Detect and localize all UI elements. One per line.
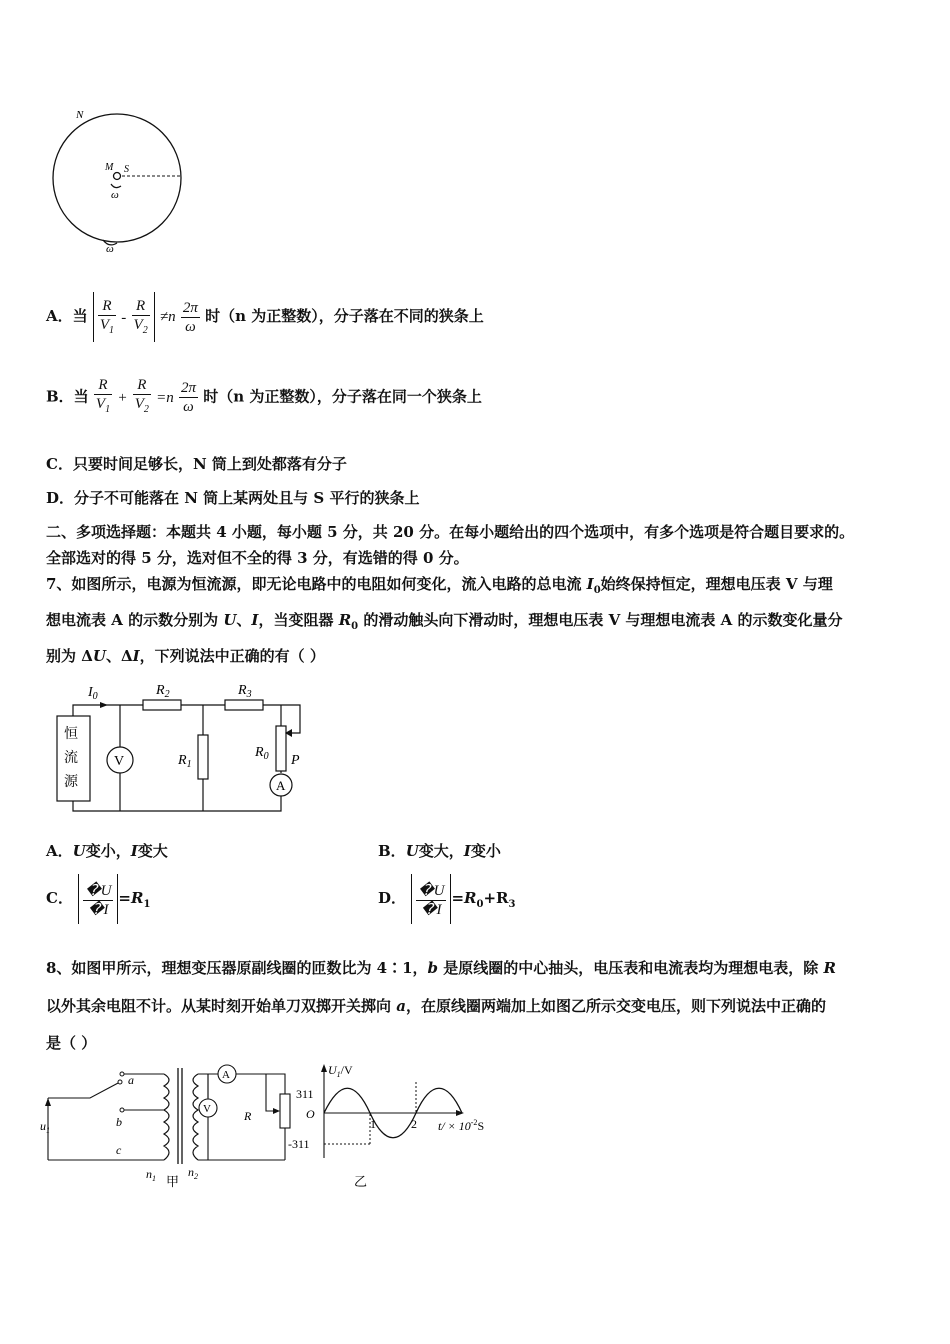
q8-line-2: 以外其余电阻不计。从某时刻开始单刀双掷开关掷向 a，在原线圈两端加上如图乙所示交变电压，则下列说法中正确的 <box>46 997 826 1015</box>
label-m: M <box>105 162 114 173</box>
option-a: A．当 $\frac{R}{V_1}$ - $\frac{R}{V_2}$ ≠n $\frac{2\pi}{\omega}$ 时（n 为正整数），分子落在不同的狭条上 <box>46 292 484 342</box>
secondary-coil <box>193 1074 198 1160</box>
current-arrow-icon <box>100 702 108 708</box>
option-b-suffix: 时（n 为正整数），分子落在同一个狭条上 <box>203 387 482 406</box>
ammeter-label: A <box>276 778 286 793</box>
primary-coil <box>164 1074 169 1160</box>
label-omega-inner: ω <box>111 189 119 201</box>
rotation-arrow-icon <box>111 184 121 188</box>
source-label-2: 流 <box>64 751 78 766</box>
q7-line-2: 想电流表 A 的示数分别为 U、I，当变阻器 $R_0$ 的滑动触头向下滑动时，理想电压表 V 与理想电流表 A 的示数变化量分 <box>46 611 843 632</box>
option-d: D．分子不可能落在 N 筒上某两处且与 S 平行的狭条上 <box>46 489 420 507</box>
label-n2: $n_2$ <box>188 1165 198 1181</box>
resistor-r2 <box>143 700 181 710</box>
label-s: S <box>124 164 129 175</box>
cylinder-figure <box>48 100 198 260</box>
option-b-prefix: B．当 <box>46 387 89 406</box>
option-a-suffix: 时（n 为正整数），分子落在不同的狭条上 <box>205 307 484 325</box>
source-label-1: 恒 <box>64 727 78 742</box>
origin-label: O <box>306 1107 315 1121</box>
tick-label-2: 2 <box>411 1117 417 1131</box>
q8-voltage-graph <box>282 1058 512 1193</box>
label-r3: $R_3$ <box>238 683 252 700</box>
tick-label-1: 1 <box>370 1117 376 1131</box>
voltmeter-label: V <box>114 754 125 769</box>
q8-line-3: 是（ ） <box>46 1034 97 1052</box>
abs-ratio: $\frac{�U}{�I}$ <box>411 874 451 924</box>
label-c: c <box>116 1143 122 1157</box>
section-2-line-1: 二、多项选择题：本题共 4 小题，每小题 5 分，共 20 分。在每小题给出的四个选项中，有多个选项是符合题目要求的。 <box>46 523 855 541</box>
option-c: C．只要时间足够长，N 筒上到处都落有分子 <box>46 455 347 473</box>
label-p: P <box>291 753 300 768</box>
slider-arrow-icon <box>273 1108 280 1114</box>
q7-line-1: 7、如图所示，电源为恒流源，即无论电路中的电阻如何变化，流入电路的总电流 $I_0$始终保持恒定，理想电压表 V 与理 <box>46 575 833 596</box>
label-r2: $R_2$ <box>156 683 170 700</box>
label-n: N <box>76 109 84 121</box>
label-a: a <box>128 1073 134 1087</box>
axis-label-u1: $U_1/V$ <box>328 1063 353 1079</box>
q7-option-c: C． $\frac{�U}{�I}$ $=R_1$ <box>46 874 150 924</box>
q7-option-b: B．U变大，I变小 <box>378 842 501 860</box>
abs-expression: $\frac{R}{V_1}$ - $\frac{R}{V_2}$ <box>93 292 155 342</box>
label-i0: $I_0$ <box>88 685 98 702</box>
option-b: B．当 $\frac{R}{V_1}$ + $\frac{R}{V_2}$ =n $\frac{2\pi}{\omega}$ 时（n 为正整数），分子落在同一个狭条上 <box>46 377 482 415</box>
label-yi: 乙 <box>354 1174 368 1189</box>
option-a-prefix: A．当 <box>46 307 88 325</box>
source-label-3: 源 <box>64 775 78 790</box>
q8-line-1: 8、如图甲所示，理想变压器原副线圈的匝数比为 4∶1，b 是原线圈的中心抽头，电压表和电流表均为理想电表，除 R <box>46 959 836 977</box>
ammeter-label: A <box>222 1069 230 1081</box>
voltage-arrow-icon <box>45 1098 51 1106</box>
axis-label-t: $t/ \times 10^{-2}S$ <box>438 1118 485 1133</box>
section-2-line-2: 全部选对的得 5 分，选对但不全的得 3 分，有选错的得 0 分。 <box>46 549 469 567</box>
tick-label-neg-311: -311 <box>288 1137 310 1151</box>
voltmeter-label: V <box>203 1103 211 1115</box>
q8-transformer-figure <box>40 1058 300 1193</box>
resistor-r1 <box>198 735 208 779</box>
label-r1: $R_1$ <box>178 753 192 770</box>
label-jia: 甲 <box>166 1174 180 1189</box>
rheostat-r0 <box>276 726 286 771</box>
tick-label-311: 311 <box>296 1087 314 1101</box>
q7-circuit-diagram <box>50 678 320 818</box>
q7-option-a: A．U变小，I变大 <box>46 842 168 860</box>
resistor-r3 <box>225 700 263 710</box>
label-u1: $u_1$ <box>40 1119 50 1135</box>
label-b: b <box>116 1115 122 1129</box>
abs-ratio: $\frac{�U}{�I}$ <box>78 874 118 924</box>
label-r: R <box>244 1109 252 1123</box>
q7-option-d: D． $\frac{�U}{�I}$ $=R_0+R_3$ <box>378 874 516 924</box>
cylinder-m-circle <box>114 173 121 180</box>
label-omega-outer: ω <box>106 243 114 255</box>
label-r0: $R_0$ <box>255 745 269 762</box>
cylinder-n-circle <box>53 114 181 242</box>
label-n1: $n_1$ <box>146 1167 156 1183</box>
q7-line-3: 别为 ΔU、ΔI，下列说法中正确的有（ ） <box>46 647 325 665</box>
